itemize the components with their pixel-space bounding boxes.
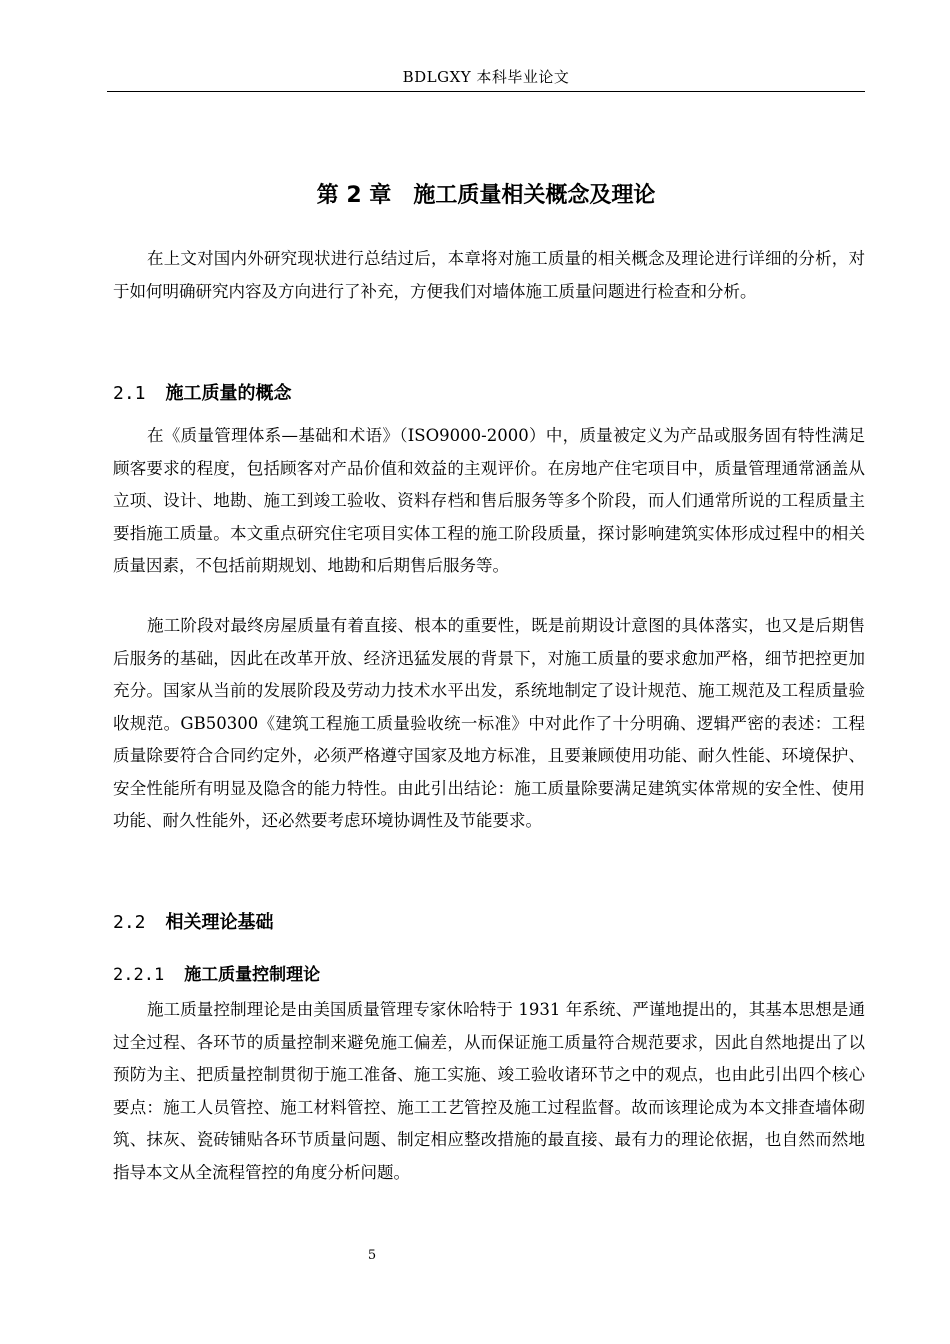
section-2-1-paragraph-2: 施工阶段对最终房屋质量有着直接、根本的重要性，既是前期设计意图的具体落实，也又是后期售后服务的基础，因此在改革开放、经济迅猛发展的背景下，对施工质量的要求愈加严格，细节把控更加充分。国家从当前的发展阶段及劳动力技术水平出发，系统地制定了设计规范、施工规范及工程质量验收规范。GB50300《建筑工程施工质量验收统一标准》中对此作了十分明确、逻辑严密的表述：工程质量除要符合合同约定外，必须严格遵守国家及地方标准，且要兼顾使用功能、耐久性能、环境保护、安全性能所有明显及隐含的能力特性。由此引出结论：施工质量除要满足建筑实体常规的安全性、使用功能、耐久性能外，还必然要考虑环境协调性及节能要求。 [113, 616, 865, 830]
section-title: 施工质量的概念 [165, 383, 292, 404]
page-number: 5 [367, 1248, 377, 1263]
section-number: 2.2 [113, 912, 146, 933]
section-title: 施工质量控制理论 [184, 965, 321, 985]
section-2-2-heading [113, 908, 274, 934]
intro-paragraph: 在上文对国内外研究现状进行总结过后，本章将对施工质量的相关概念及理论进行详细的分析，对于如何明确研究内容及方向进行了补充，方便我们对墙体施工质量问题进行检查和分析。 [113, 249, 865, 301]
section-2-1-paragraph-1: 在《质量管理体系—基础和术语》（ISO9000-2000）中，质量被定义为产品或服务固有特性满足顾客要求的程度，包括顾客对产品价值和效益的主观评价。在房地产住宅项目中，质量管理通常涵盖从立项、设计、地勘、施工到竣工验收、资料存档和售后服务等多个阶段，而人们通常所说的工程质量主要指施工质量。本文重点研究住宅项目实体工程的施工阶段质量，探讨影响建筑实体形成过程中的相关质量因素，不包括前期规划、地勘和后期售后服务等。 [113, 426, 865, 575]
running-header: BDLGXY 本科毕业论文 [402, 68, 570, 86]
section-number: 2.2.1 [113, 965, 165, 985]
chapter-title [107, 178, 865, 209]
section-2-1-heading [113, 379, 292, 405]
chapter-title-text: 施工质量相关概念及理论 [413, 183, 656, 208]
chapter-number: 第 2 章 [316, 183, 392, 208]
header-rule [107, 91, 865, 92]
section-title: 相关理论基础 [165, 912, 274, 933]
section-2-2-1-paragraph: 施工质量控制理论是由美国质量管理专家休哈特于 1931 年系统、严谨地提出的，其基本思想是通过全过程、各环节的质量控制来避免施工偏差，从而保证施工质量符合规范要求，因此自然地提出了以预防为主、把质量控制贯彻于施工准备、施工实施、竣工验收诸环节之中的观点，也由此引出四个核心要点：施工人员管控、施工材料管控、施工工艺管控及施工过程监督。故而该理论成为本文排查墙体砌筑、抹灰、瓷砖铺贴各环节质量问题、制定相应整改措施的最直接、最有力的理论依据，也自然而然地指导本文从全流程管控的角度分析问题。 [113, 1000, 865, 1182]
section-2-2-1-heading [113, 960, 320, 985]
section-number: 2.1 [113, 383, 146, 404]
